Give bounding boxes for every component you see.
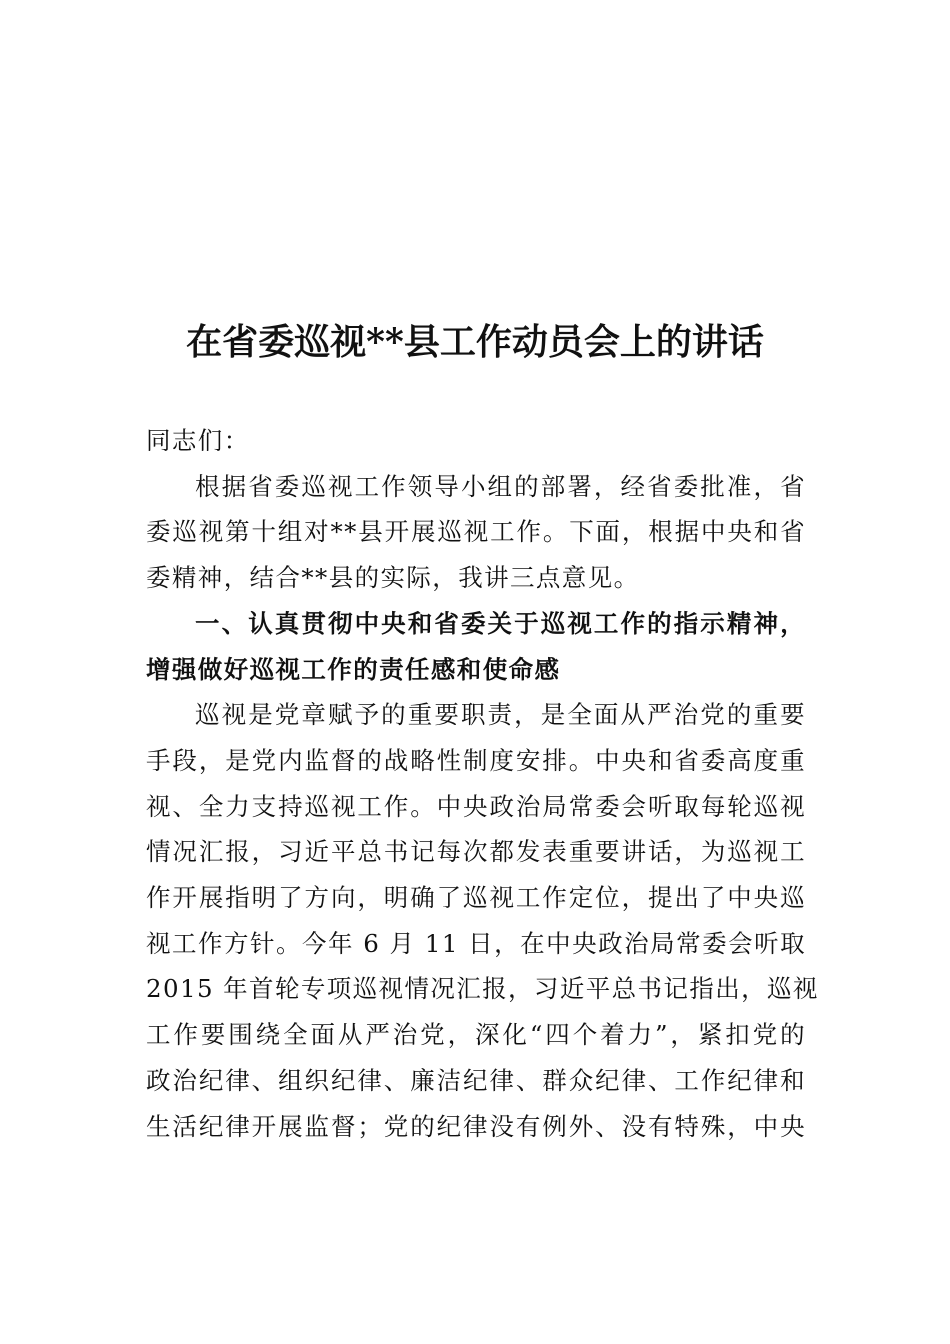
document-body xyxy=(146,418,819,1149)
text-line: 委巡视第十组对**县开展巡视工作。下面，根据中央和省 xyxy=(146,517,806,547)
text-line: 工作要围绕全面从严治党，深化“四个着力”，紧扣党的 xyxy=(146,1020,806,1050)
text-line: 生活纪律开展监督；党的纪律没有例外、没有特殊，中央 xyxy=(146,1111,806,1141)
text-line: 2015 年首轮专项巡视情况汇报，习近平总书记指出，巡视 xyxy=(146,974,819,1004)
text-line: 手段，是党内监督的战略性制度安排。中央和省委高度重 xyxy=(146,745,806,775)
document-title: 在省委巡视**县工作动员会上的讲话 xyxy=(186,321,764,363)
salutation xyxy=(146,418,806,464)
text-line: 情况汇报，习近平总书记每次都发表重要讲话，为巡视工 xyxy=(146,837,806,867)
text-line: 一、认真贯彻中央和省委关于巡视工作的指示精神， xyxy=(195,608,806,638)
text-line: 视、全力支持巡视工作。中央政治局常委会听取每轮巡视 xyxy=(146,791,806,821)
text-line: 政治纪律、组织纪律、廉洁纪律、群众纪律、工作纪律和 xyxy=(146,1065,806,1095)
intro-paragraph xyxy=(146,464,806,601)
section-heading xyxy=(146,601,806,692)
text-line: 根据省委巡视工作领导小组的部署，经省委批准，省 xyxy=(195,471,806,501)
text-line: 增强做好巡视工作的责任感和使命感 xyxy=(146,654,561,684)
text-line: 同志们： xyxy=(146,426,250,455)
section-paragraph xyxy=(146,692,819,1149)
text-line: 视工作方针。今年 6 月 11 日，在中央政治局常委会听取 xyxy=(146,928,806,958)
text-line: 作开展指明了方向，明确了巡视工作定位，提出了中央巡 xyxy=(146,883,806,913)
text-line: 委精神，结合**县的实际，我讲三点意见。 xyxy=(146,563,640,593)
text-line: 巡视是党章赋予的重要职责，是全面从严治党的重要 xyxy=(195,700,806,730)
